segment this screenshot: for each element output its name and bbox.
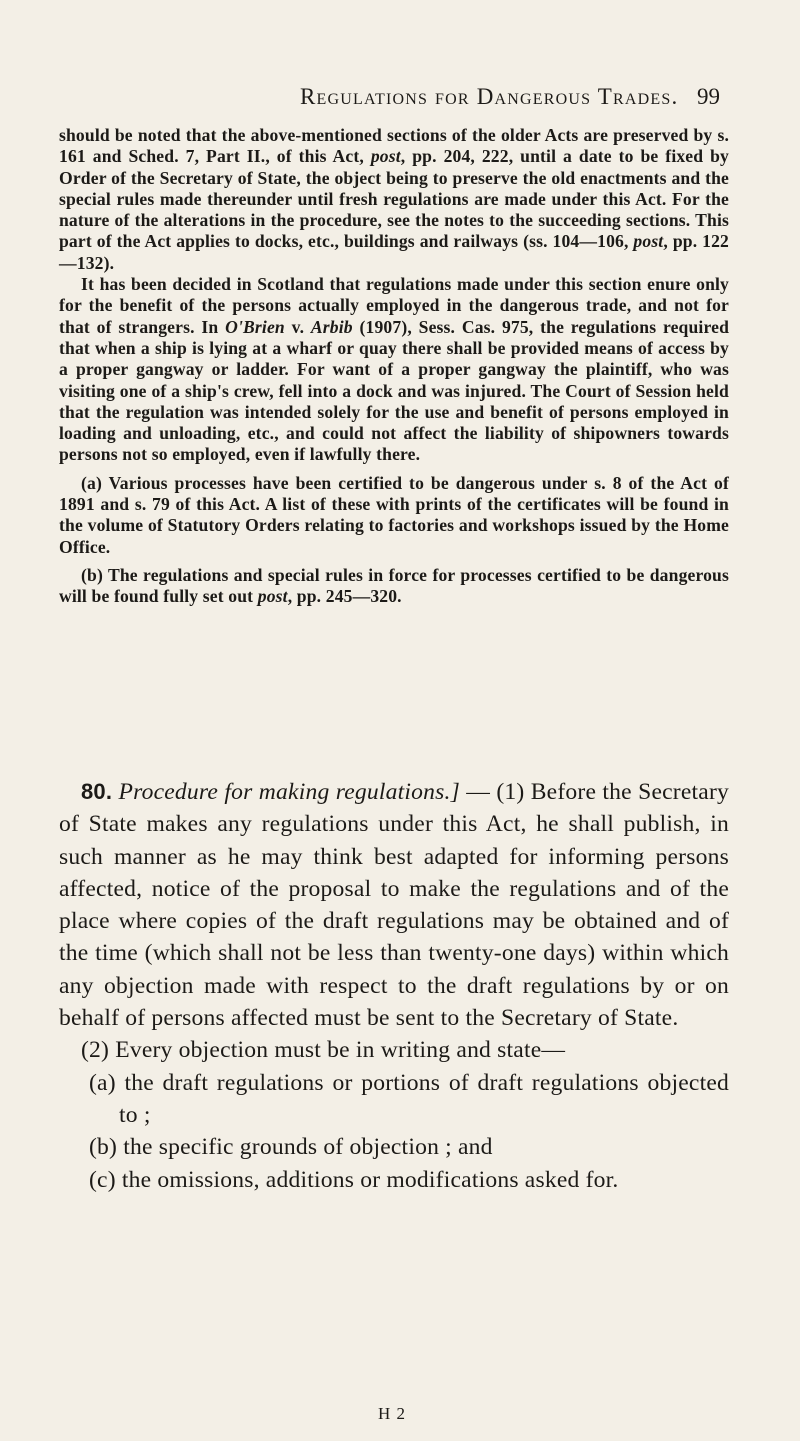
note-text: v. [284, 316, 311, 337]
note-text: should be noted that the above-mentioned sections of the older Acts are preserved by s. 161 and Sched. 7, Part II., of this Act, [59, 125, 729, 167]
note-paragraph-b [59, 565, 729, 608]
note-paragraph-2 [59, 274, 729, 466]
note-text: , pp. 122—132). [59, 231, 729, 273]
running-title: Regulations for Dangerous Trades. [300, 84, 679, 109]
section-subsection-2: (2) Every objection must be in writing and state— [81, 1037, 566, 1064]
page-number: 99 [697, 84, 720, 109]
note-paragraph-1 [59, 125, 729, 274]
subsection-lead: — (1) [460, 779, 531, 805]
note-italic-post: post [633, 231, 664, 252]
running-head [140, 84, 720, 118]
case-name: Arbib [310, 316, 353, 337]
section-80 [59, 776, 729, 1196]
section-number: 80. [81, 779, 113, 804]
section-heading: Procedure for making regulations.] [118, 779, 461, 805]
case-name: O'Brien [225, 316, 285, 337]
note-text: , pp. 245—320. [287, 586, 402, 607]
list-item: (b) the specific grounds of objection ; and [89, 1134, 493, 1161]
notes-block [59, 125, 729, 608]
note-text: (1907), Sess. Cas. 975, the regulations required that when a ship is lying at a wharf or quay there shall be provided means of access by a proper gangway or ladder. For want of a proper gangway the plaintiff, who was visiting one of a ship's crew, fell into a dock and was injured. The Court of Session held that the regulation was intended solely for the use and benefit of persons employed in loading and unloading, etc., and could not affect the liability of shipowners towards persons not so employed, even if lawfully there. [59, 316, 730, 465]
list-item: (c) the omissions, additions or modifications asked for. [89, 1166, 619, 1193]
note-italic-post: post [370, 146, 401, 167]
note-text: It has been decided in Scotland that regulations made under this section enure only for the benefit of the persons actually employed in the dangerous trade, and not for that of strangers. In [59, 274, 729, 337]
note-italic-post: post [257, 586, 288, 607]
note-label: (b) [81, 564, 103, 585]
list-item: (a) the draft regulations or portions of draft regulations objected to ; [89, 1069, 729, 1128]
section-subsection-1 [59, 776, 729, 1034]
signature-mark: H 2 [378, 1404, 407, 1423]
subsection-text: Before the Secretary of State makes any regulations under this Act, he shall publish, in such manner as he may think best adapted for informing persons affected, notice of the proposal to make the regulations and of the place where copies of the draft regulations may be obtained and of the time (which shall not be less than twenty-one days) within which any objection made with respect to the draft regulations by or on behalf of persons affected must be sent to the Secretary of State. [59, 779, 729, 1032]
note-label: (a) [81, 472, 102, 493]
note-paragraph-a [59, 473, 729, 558]
note-text: Various processes have been certified to be dangerous under s. 8 of the Act of 1891 and s. 79 of this Act. A list of these with prints of the certificates will be found in the volume of Statutory Orders relating to factories and workshops issued by the Home Office. [59, 472, 729, 557]
note-text: The regulations and special rules in force for processes certified to be dangerous will be found fully set out [59, 564, 729, 607]
note-text: , pp. 204, 222, until a date to be fixed by Order of the Secretary of State, the object being to preserve the old enactments and the special rules made thereunder until fresh regulations are made under this Act. For the nature of the alterations in the procedure, see the notes to the succeeding sections. This part of the Act applies to docks, etc., buildings and railways (ss. 104—106, [59, 146, 729, 252]
